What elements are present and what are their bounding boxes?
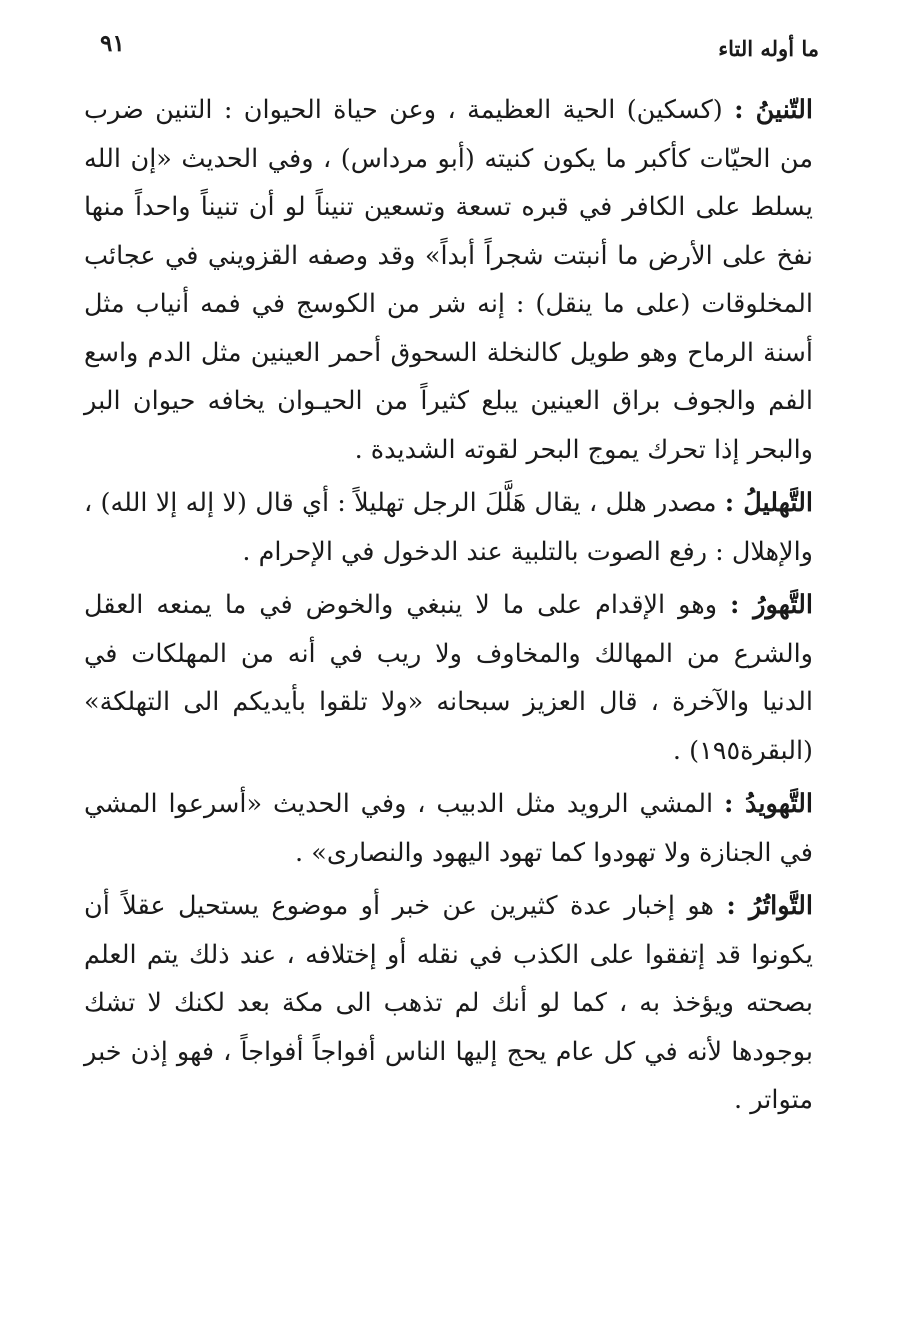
entry-term: التَّهليلُ : — [724, 488, 813, 518]
entry-term: التَّهويدُ : — [723, 789, 814, 819]
entry-tahwid — [84, 780, 813, 877]
entry-definition: (كسكين) الحية العظيمة ، وعن حياة الحيوان : التنين ضرب من الحيّات كأكبر ما يكون كنيته (أبو مرداس) ، وفي الحديث «إن الله يسلط على الكافر في قبره تسعة وتسعين تنيناً لو أن تنيناً واحداً منها نفخ على الأرض ما أنبتت شجراً أبداً» وقد وصفه القزويني في عجائب المخلوقات (على ما ينقل) : إنه شر من الكوسج في فمه أنياب مثل أسنة الرماح وهو طويل كالنخلة السحوق أحمر العينين مثل الدم واسع الفم والجوف براق العينين يبلع كثيراً من الحيـوان يخافه حيوان البر والبحر إذا تحرك يموج البحر لقوته الشديدة . — [84, 95, 813, 465]
dictionary-body — [84, 86, 813, 1130]
entry-tawatur — [84, 882, 813, 1125]
entry-tinnin — [84, 86, 813, 474]
entry-term: التَّواتُرُ : — [726, 891, 813, 921]
page-header — [100, 30, 819, 70]
entry-definition: وهو الإقدام على ما لا ينبغي والخوض في ما يمنعه العقل والشرع من المهالك والمخاوف ولا ريب في أنه من المهلكات في الدنيا والآخرة ، قال العزيز سبحانه «ولا تلقوا بأيديكم الى التهلكة» (البقرة١٩٥) . — [84, 590, 813, 766]
entry-tahlil — [84, 479, 813, 576]
entry-definition: هو إخبار عدة كثيرين عن خبر أو موضوع يستحيل عقلاً أن يكونوا قد إتفقوا على الكذب في نقله أو إختلافه ، عند ذلك يتم العلم بصحته ويؤخذ به ، كما لو أنك لم تذهب الى مكة بعد لكنك لا تشك بوجودها لأنه في كل عام يحج إليها الناس أفواجاً أفواجاً ، فهو إذن خبر متواتر . — [84, 891, 813, 1115]
entry-definition: مصدر هلل ، يقال هَلَّلَ الرجل تهليلاً : أي قال (لا إله إلا الله) ، والإهلال : رفع الصوت بالتلبية عند الدخول في الإحرام . — [84, 488, 813, 567]
entry-term: التّنينُ : — [734, 95, 813, 125]
running-head: ما أوله التاء — [718, 36, 819, 61]
entry-tahawwur — [84, 581, 813, 775]
entry-definition: المشي الرويد مثل الدبيب ، وفي الحديث «أسرعوا المشي في الجنازة ولا تهودوا كما تهود اليهود والنصارى» . — [84, 789, 813, 868]
entry-term: التَّهورُ : — [730, 590, 813, 620]
page-number: ٩١ — [100, 30, 125, 57]
